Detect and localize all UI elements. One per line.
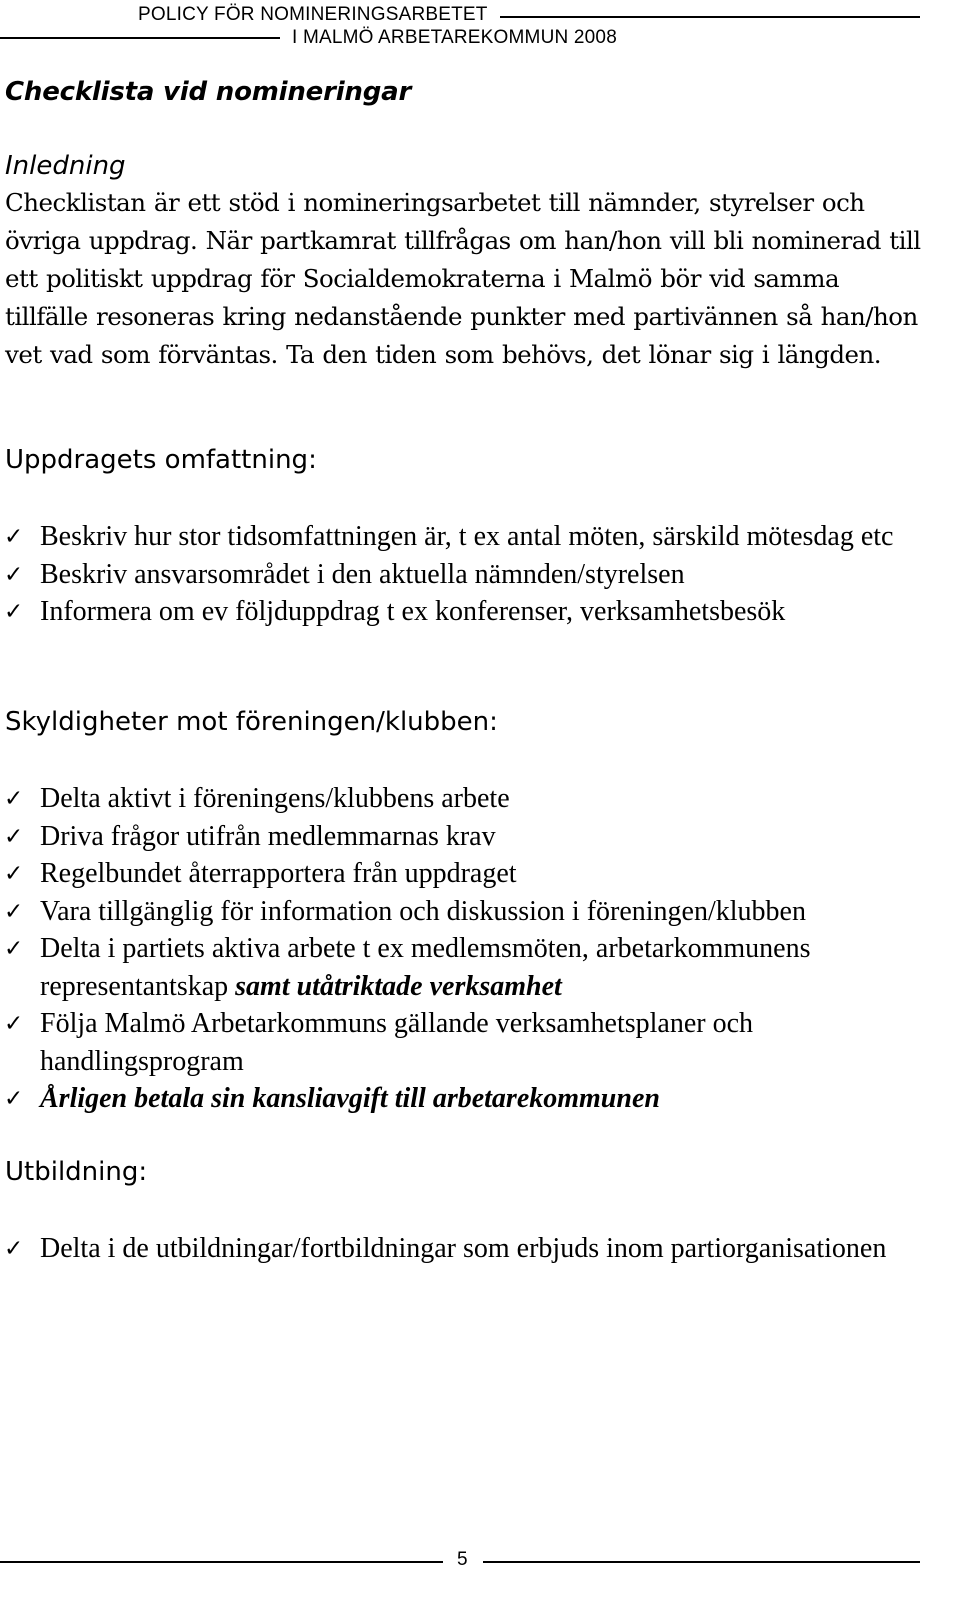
list-item: ✓ Driva frågor utifrån medlemmarnas krav xyxy=(0,818,935,856)
header-line-1: POLICY FÖR NOMINERINGSARBETET xyxy=(138,4,488,25)
list-item: ✓ Regelbundet återrapportera från uppdraget xyxy=(0,855,935,893)
list-item: ✓ Delta aktivt i föreningens/klubbens arbete xyxy=(0,780,935,818)
list-item: ✓ Delta i de utbildningar/fortbildningar som erbjuds inom partiorganisationen xyxy=(0,1230,935,1268)
check-mark-icon: ✓ xyxy=(4,524,24,550)
scope-checklist xyxy=(0,518,935,631)
check-mark-icon: ✓ xyxy=(4,599,24,625)
intro-heading: Inledning xyxy=(5,151,126,181)
check-mark-icon: ✓ xyxy=(4,936,24,962)
list-item xyxy=(0,1080,935,1118)
check-mark-icon: ✓ xyxy=(4,1011,24,1037)
page-header xyxy=(0,0,960,60)
duties-checklist xyxy=(0,780,935,1118)
check-mark-icon: ✓ xyxy=(4,786,24,812)
check-mark-icon: ✓ xyxy=(4,898,24,925)
list-item: ✓ Följa Malmö Arbetarkommuns gällande verksamhetsplaner och handlingsprogram xyxy=(4,1008,754,1077)
intro-paragraph: Checklistan är ett stöd i nomineringsarbetet till nämnder, styrelser och övriga uppdrag. När partkamrat tillfrågas om han/hon vill bli nominerad till ett politiskt uppdrag för Socialdemokraterna i Malmö bör vid samma tillfälle resoneras kring nedanstående punkter med partivännen så han/hon vet vad som förväntas. Ta den tiden som behövs, det lönar sig i längden. xyxy=(5,188,921,369)
emphasis-text: samt utåtriktade verksamhet xyxy=(235,970,562,1002)
emphasis-text: Årligen betala sin kansliavgift till arbetarekommunen xyxy=(40,1083,660,1114)
list-item: ✓ Beskriv ansvarsområdet i den aktuella nämnden/styrelsen xyxy=(0,556,935,594)
check-mark-icon: ✓ xyxy=(4,1086,24,1112)
list-item: ✓ Beskriv hur stor tidsomfattningen är, t ex antal möten, särskild mötesdag etc xyxy=(0,518,935,556)
check-mark-icon: ✓ xyxy=(4,1236,24,1262)
education-heading: Utbildning: xyxy=(5,1157,148,1187)
page-title: Checklista vid nomineringar xyxy=(5,77,412,107)
education-checklist xyxy=(0,1230,935,1268)
page-number: 5 xyxy=(457,1549,468,1570)
duties-heading: Skyldigheter mot föreningen/klubben: xyxy=(5,707,498,737)
header-rule-right xyxy=(500,16,920,18)
list-item: ✓ Vara tillgänglig för information och diskussion i föreningen/klubben xyxy=(0,893,935,931)
footer-rule-right xyxy=(483,1561,920,1563)
list-item: ✓ Delta i partiets aktiva arbete t ex medlemsmöten, arbetarkommunens representantskap samt utåtriktade verksamhet xyxy=(4,933,811,1002)
header-rule-left xyxy=(0,37,280,39)
check-mark-icon: ✓ xyxy=(4,861,24,887)
check-mark-icon: ✓ xyxy=(4,561,24,588)
check-mark-icon: ✓ xyxy=(4,823,24,850)
footer-rule-left xyxy=(0,1561,443,1563)
scope-heading: Uppdragets omfattning: xyxy=(5,445,317,475)
list-item: ✓ Informera om ev följduppdrag t ex konferenser, verksamhetsbesök xyxy=(0,593,935,631)
header-line-2: I MALMÖ ARBETAREKOMMUN 2008 xyxy=(292,27,617,48)
